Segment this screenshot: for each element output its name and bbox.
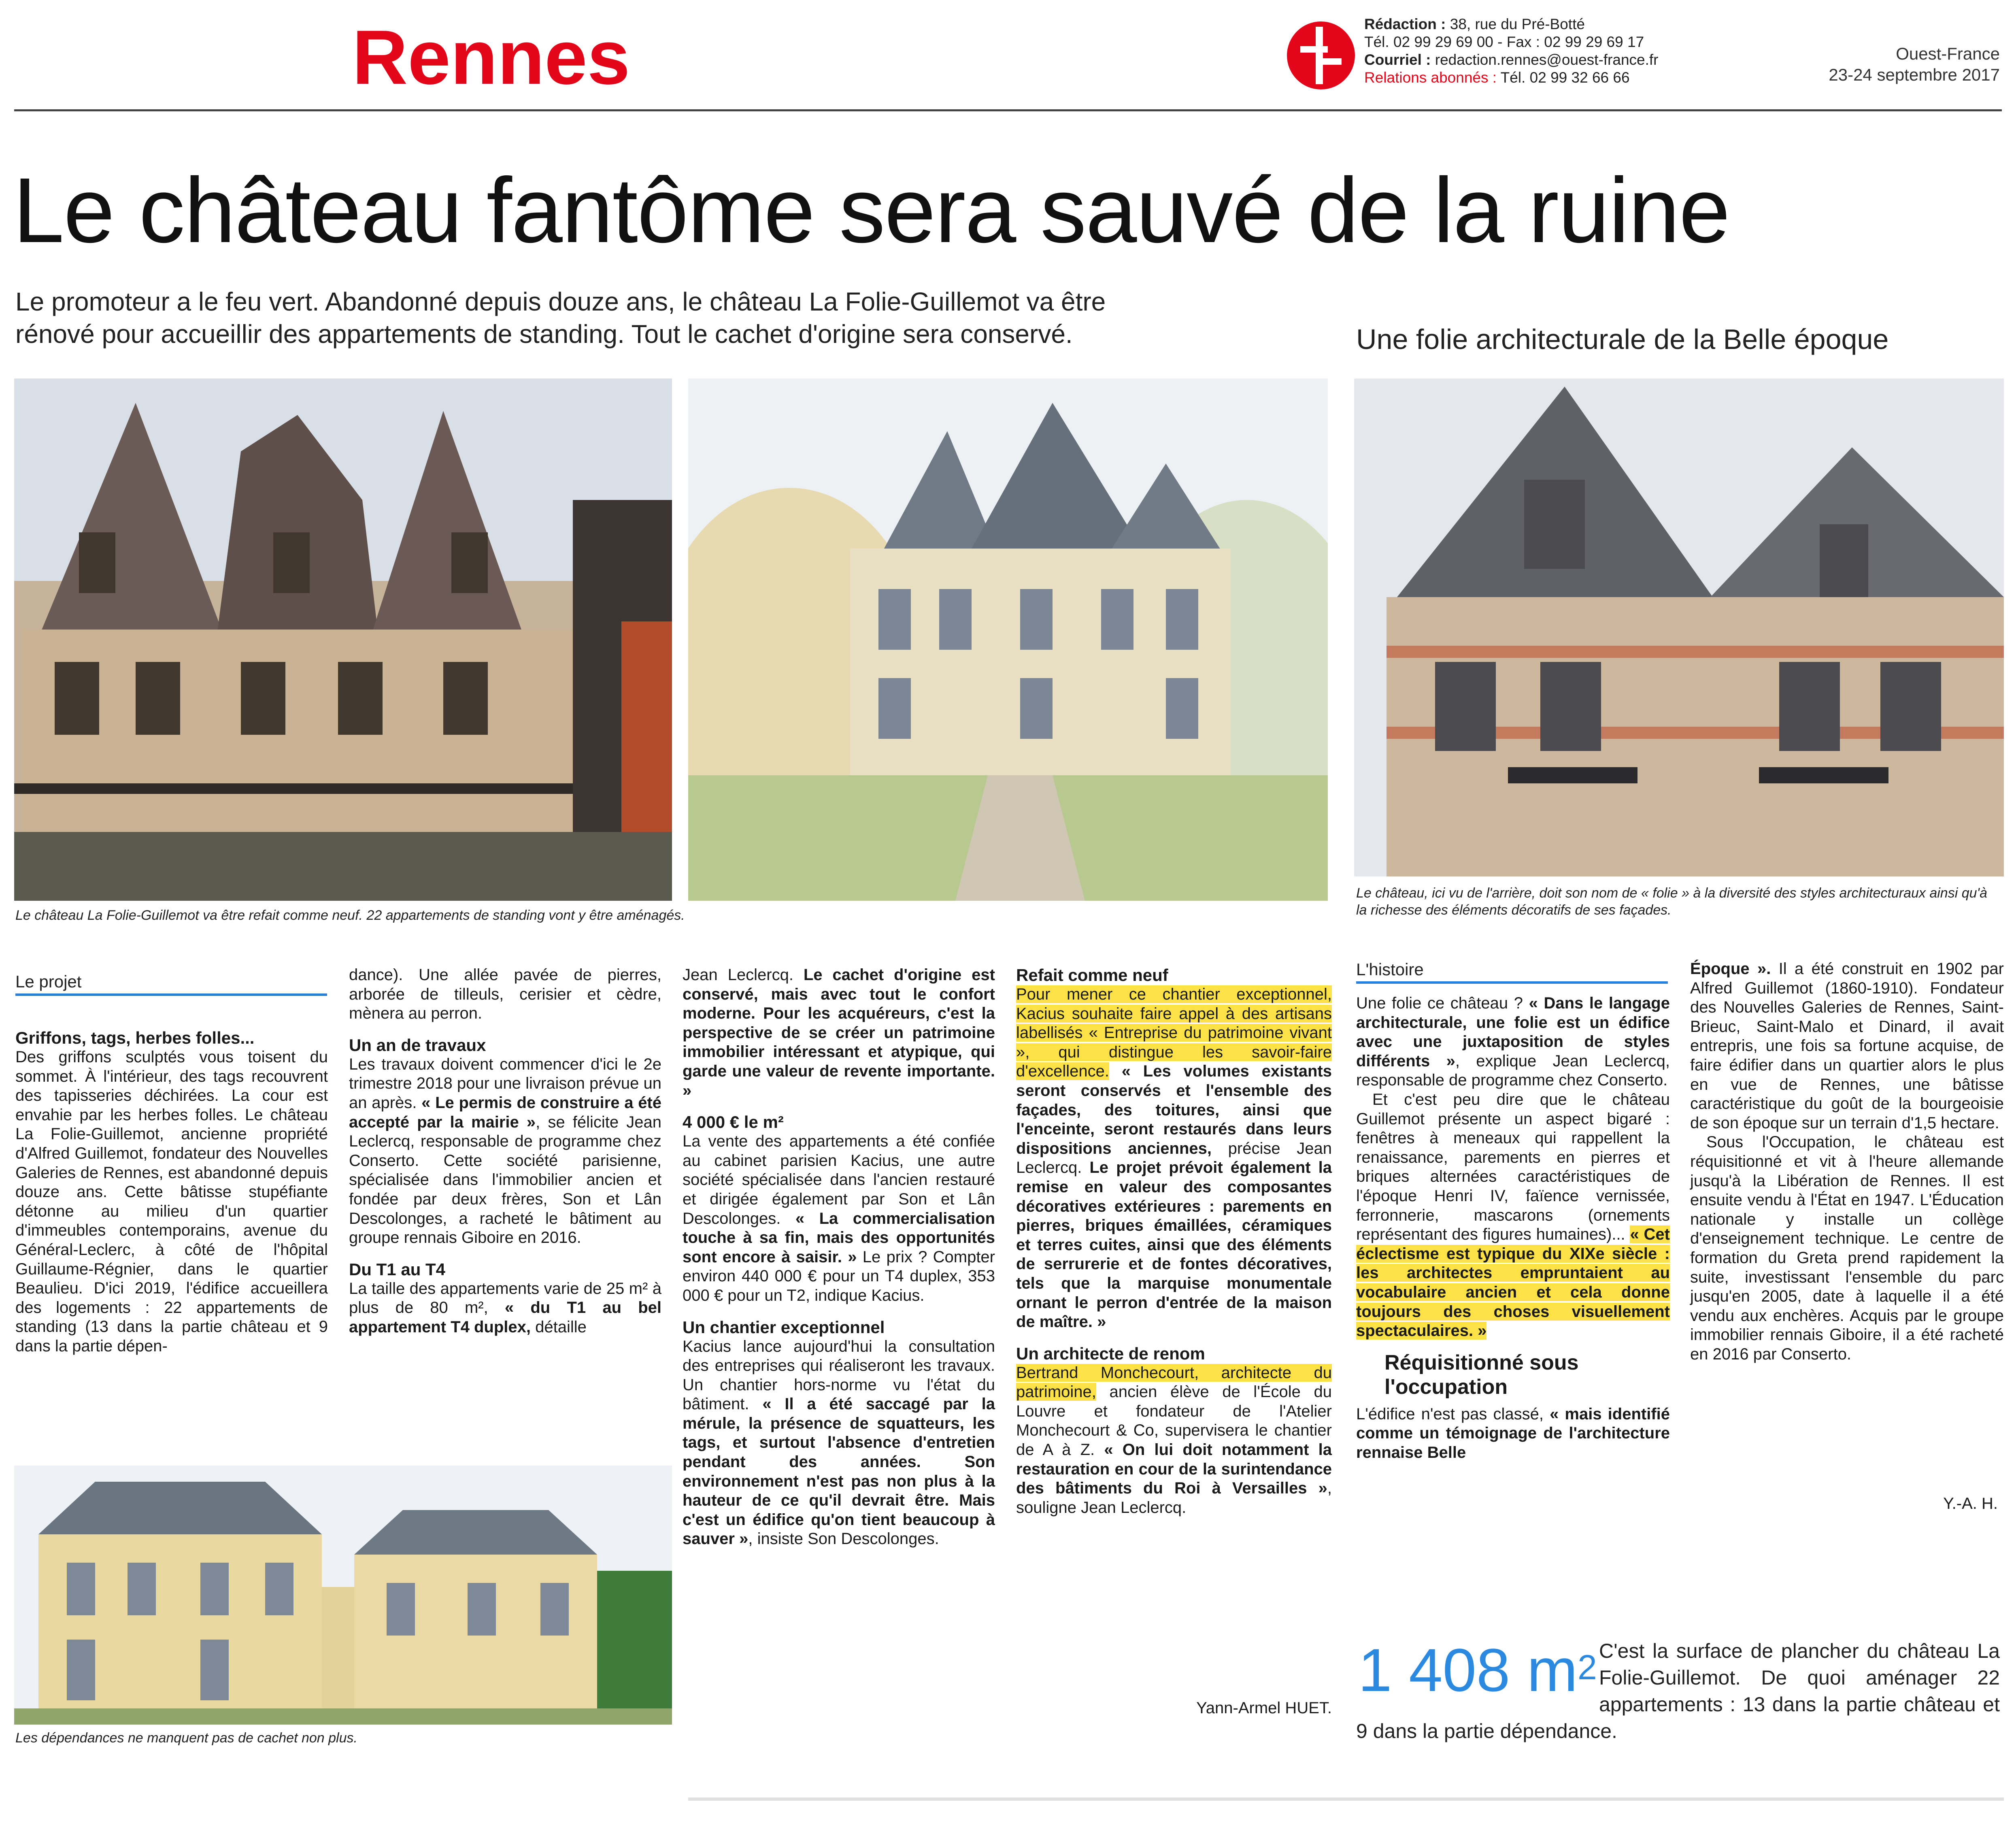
rubric-histoire: L'histoire: [1356, 959, 1668, 984]
paragraph-refait: [1016, 985, 1332, 1332]
subhead-prix: 4 000 € le m²: [683, 1112, 784, 1132]
contact-email-label: Courriel :: [1364, 51, 1431, 68]
fact-text-body: C'est la surface de plancher du château La Folie-Guillemot. De quoi aménager 22 appartements : 13 dans la partie château et 9 dans la partie dépendance.: [1356, 1640, 2000, 1742]
subhead-architecte: Un architecte de renom: [1016, 1344, 1205, 1363]
text-consultation: Kacius lance aujourd'hui la consultation des entreprises qui réaliseront les travaux. Un chantier hors-norme vu l'état du bâtiment.: [683, 1337, 995, 1413]
quote-versailles: « On lui doit notamment la restauration en cour de la surintendance des bâtiments du Roi à Versailles »: [1016, 1441, 1332, 1497]
fact-number-value: 1 408 m: [1358, 1636, 1578, 1704]
highlight-eclectisme: « Cet éclectisme est typique du XIXe siècle : les architectes empruntaient au vocabulaire ancien et cela donne toujours des choses visuellement spectaculaires. »: [1356, 1225, 1670, 1340]
text-travaux-1: Les travaux doivent commencer d'ici le 2e trimestre 2018 pour une livraison prévue un an après.: [349, 1055, 661, 1112]
quote-temoignage: « mais identifié comme un témoignage de l'architecture rennaise Belle: [1356, 1405, 1670, 1461]
highlight-artisans: Pour mener ce chantier exceptionnel, Kacius souhaite faire appel à des artisans labellisés « Entreprise du patrimoine vivant », qui distingue les savoir-faire d'excellence.: [1016, 985, 1332, 1081]
column-2: [349, 966, 661, 1337]
quote-saccage: « Il a été saccagé par la mérule, la présence de squatteurs, les tags, et surtout l'absence d'entretien pendant des années. Son environnement n'est pas non plus à la hauteur de ce qu'il devrait être. Mais c'est un édifice qu'on tient beaucoup à sauver »: [683, 1395, 995, 1548]
contact-redaction-value: 38, rue du Pré-Botté: [1446, 16, 1585, 32]
section-title: Rennes: [352, 15, 630, 100]
paragraph-prix: [683, 1132, 995, 1305]
text-souligne: , souligne Jean Leclercq.: [1016, 1479, 1332, 1517]
contact-phone: Tél. 02 99 29 69 00 - Fax : 02 99 29 69 17: [1364, 34, 1644, 50]
lead-paragraph: Le promoteur a le feu vert. Abandonné depuis douze ans, le château La Folie-Guillemot va être rénové pour accueillir des appartements de standing. Tout le cachet d'origine sera conservé.: [15, 287, 1106, 349]
paragraph-chantier: [683, 1337, 995, 1549]
photo-chateau-ruins: [14, 379, 672, 901]
signature-histoire: Y.-A. H.: [1943, 1495, 1998, 1512]
caption-dependances: Les dépendances ne manquent pas de cachet non plus.: [15, 1730, 357, 1746]
column-6: [1690, 959, 2004, 1364]
quote-volumes: « Les volumes existants seront conservés et l'ensemble des façades, des toitures, ainsi que l'enceinte, seront restaurés dans leurs dispositions anciennes,: [1016, 1062, 1332, 1157]
subhead-chantier: Un chantier exceptionnel: [683, 1317, 885, 1337]
paragraph-griffons: Des griffons sculptés vous toisent du sommet. À l'intérieur, des tags recouvrent des tapisseries déchirées. La cour est envahie par les herbes folles. Le château La Folie-Guillemot, ancienne propriété d'Alfred Guillemot, fondateur des Nouvelles Galeries de Rennes, est abandonné depuis douze ans. Cette bâtisse stupéfiante détonne au milieu d'un quartier d'immeubles contemporains, avenue du Général-Leclerc, à côté de l'hôpital Guillaume-Régnier, dans le quartier Beaulieu. D'ici 2019, l'édifice accueillera des logements : 22 appartements de standing (13 dans la partie château et 9 dans la partie dépen-: [15, 1048, 328, 1355]
paragraph-bigare: [1356, 1090, 1670, 1341]
column-3: [683, 966, 995, 1549]
header-rule: [14, 109, 2002, 111]
quote-t1-t4: « du T1 au bel appartement T4 duplex,: [349, 1299, 661, 1336]
signature-main: Yann-Armel HUET.: [1196, 1699, 1332, 1717]
paragraph-t1-t4: [349, 1279, 661, 1337]
photo-chateau-rear: [1354, 379, 2004, 876]
text-travaux-2: , se félicite Jean Leclercq, responsable de programme chez Conserto. Cette société parisienne, spécialisée dans l'immobilier ancien et fondée par deux frères, Son et Lân Descolonges, a racheté le bâtiment au groupe rennais Giboire en 2016.: [349, 1113, 662, 1247]
fact-number-exponent: 2: [1578, 1648, 1597, 1687]
sidebar-title: Une folie architecturale de la Belle époque: [1356, 323, 1889, 355]
highlight-monchecourt: Bertrand Monchecourt, architecte du patrimoine,: [1016, 1363, 1332, 1401]
quote-commercialisation: « La commercialisation touche à sa fin, mais des opportunités sont encore à saisir. »: [683, 1209, 995, 1266]
text-jean-leclercq: Jean Leclercq.: [683, 966, 804, 984]
contact-block: [1364, 15, 1729, 87]
paper-name: Ouest-France: [1896, 44, 2000, 63]
paragraph-epoque: [1690, 959, 2004, 1133]
quote-folie: « Dans le langage architecturale, une folie est un édifice avec une juxtaposition de styles différents »: [1356, 994, 1670, 1070]
column-1: [15, 1028, 328, 1356]
text-precise: précise Jean Leclercq.: [1016, 1139, 1332, 1177]
text-bigare: Et c'est peu dire que le château Guillemot présente un aspect bigaré : fenêtres à meneaux qui rappellent la renaissance, parements en pierres et briques alternées caractéristiques de l'époque Henri IV, faïence vernissée, ferronnerie, mascarons (ornements représentant des figures humaines)...: [1356, 1090, 1670, 1244]
quote-permis: « Le permis de construire a été accepté par la mairie »: [349, 1093, 661, 1131]
quote-cachet: Le cachet d'origine est conservé, mais avec tout le confort moderne. Pour les acquéreurs, c'est la perspective de se créer un patrimoine immobilier intéressant et atypique, qui garde une valeur de revente importante. »: [683, 966, 995, 1100]
paragraph-classe: [1356, 1405, 1670, 1463]
column-4: [1016, 966, 1332, 1517]
headline: Le château fantôme sera sauvé de la ruine: [13, 159, 1730, 262]
text-explique: , explique Jean Leclercq, responsable de programme chez Conserto.: [1356, 1052, 1670, 1089]
fact-text: [1356, 1638, 2000, 1744]
paragraph-travaux: [349, 1055, 661, 1248]
quote-remise: Le projet prévoit également la remise en valeur des composantes décoratives extérieures : parements en pierres, briques émaillées, céramiques et terres cuites, ainsi que des éléments de serrurerie et de fontes décoratives, tels que la marquise monumentale ornant le perron d'entrée de la maison de maître. »: [1016, 1159, 1332, 1331]
paragraph-occupation: Sous l'Occupation, le château est réquisitionné et vit à l'heure allemande jusqu'à la Libération de Rennes. Il est ensuite vendu à l'État en 1947. L'Éducation nationale y installe un collège d'enseignement technique. Le centre de formation du Greta prend rapidement la suite, investissant l'ensemble du parc jusqu'en 2005, date à laquelle il a été vendu aux enchères. Acquis par le groupe immobilier rennais Giboire, il a été racheté en 2016 par Conserto.: [1690, 1133, 2004, 1363]
text-ecole-louvre: ancien élève de l'École du Louvre et fondateur de l'Atelier Monchecourt & Co, supervisera le chantier de A à Z.: [1016, 1383, 1332, 1459]
subhead-t1-t4: Du T1 au T4: [349, 1259, 446, 1279]
rubric-projet: Le projet: [15, 972, 327, 996]
issue-date: 23-24 septembre 2017: [1829, 65, 2000, 84]
subhead-griffons: Griffons, tags, herbes folles...: [15, 1028, 255, 1047]
text-prix: Le prix ? Compter environ 440 000 € pour un T4 duplex, 353 000 € pour un T2, indique Kacius.: [683, 1248, 995, 1304]
footer-rule: [688, 1797, 2004, 1801]
paragraph-folie: [1356, 994, 1670, 1090]
ouest-france-logo: [1287, 21, 1355, 90]
subhead-refait: Refait comme neuf: [1016, 966, 1168, 985]
paragraph-dependance-cont: dance). Une allée pavée de pierres, arborée de tilleuls, cerisier et cèdre, mènera au perron.: [349, 966, 661, 1023]
photo-chateau-render: [688, 379, 1328, 901]
contact-abonnes-label: Relations abonnés :: [1364, 69, 1497, 86]
caption-side-photo: Le château, ici vu de l'arrière, doit son nom de « folie » à la diversité des styles architecturaux ainsi qu'à la richesse des éléments décoratifs de ses façades.: [1356, 885, 1987, 918]
paragraph-cachet: [683, 966, 995, 1100]
subhead-requisitionne: Réquisitionné sous l'occupation: [1384, 1351, 1579, 1399]
paragraph-architecte: [1016, 1363, 1332, 1518]
subhead-travaux: Un an de travaux: [349, 1035, 486, 1055]
contact-email-value: redaction.rennes@ouest-france.fr: [1431, 51, 1659, 68]
text-taille: La taille des appartements varie de 25 m² à plus de 80 m²,: [349, 1279, 661, 1317]
text-folie-question: Une folie ce château ?: [1356, 994, 1529, 1012]
photo-dependances: [14, 1466, 672, 1725]
text-construit: Il a été construit en 1902 par Alfred Guillemot (1860-1910). Fondateur des Nouvelles Galeries de Rennes, Saint-Brieuc, Saint-Malo et Dinard, il avait entrepris, une fois sa fortune acquise, de faire édifier dans un quartier alors le plus en vue de Rennes, une bâtisse caractéristique du goût de la bourgeoisie de son époque sur un terrain d'1,5 hectare.: [1690, 960, 2004, 1132]
text-vente: La vente des appartements a été confiée au cabinet parisien Kacius, une autre société spécialisée dans l'ancien restauré et dirigée également par Son et Lân Descolonges.: [683, 1132, 995, 1227]
contact-redaction-label: Rédaction :: [1364, 16, 1446, 32]
text-detaille: détaille: [530, 1318, 587, 1336]
caption-main-photo: Le château La Folie-Guillemot va être refait comme neuf. 22 appartements de standing vont y être aménagés.: [15, 908, 685, 923]
column-5: [1356, 994, 1670, 1462]
contact-abonnes-value: Tél. 02 99 32 66 66: [1497, 69, 1630, 86]
text-classe: L'édifice n'est pas classé,: [1356, 1405, 1550, 1423]
quote-epoque: Époque ».: [1690, 960, 1771, 978]
text-insiste: , insiste Son Descolonges.: [748, 1530, 939, 1548]
